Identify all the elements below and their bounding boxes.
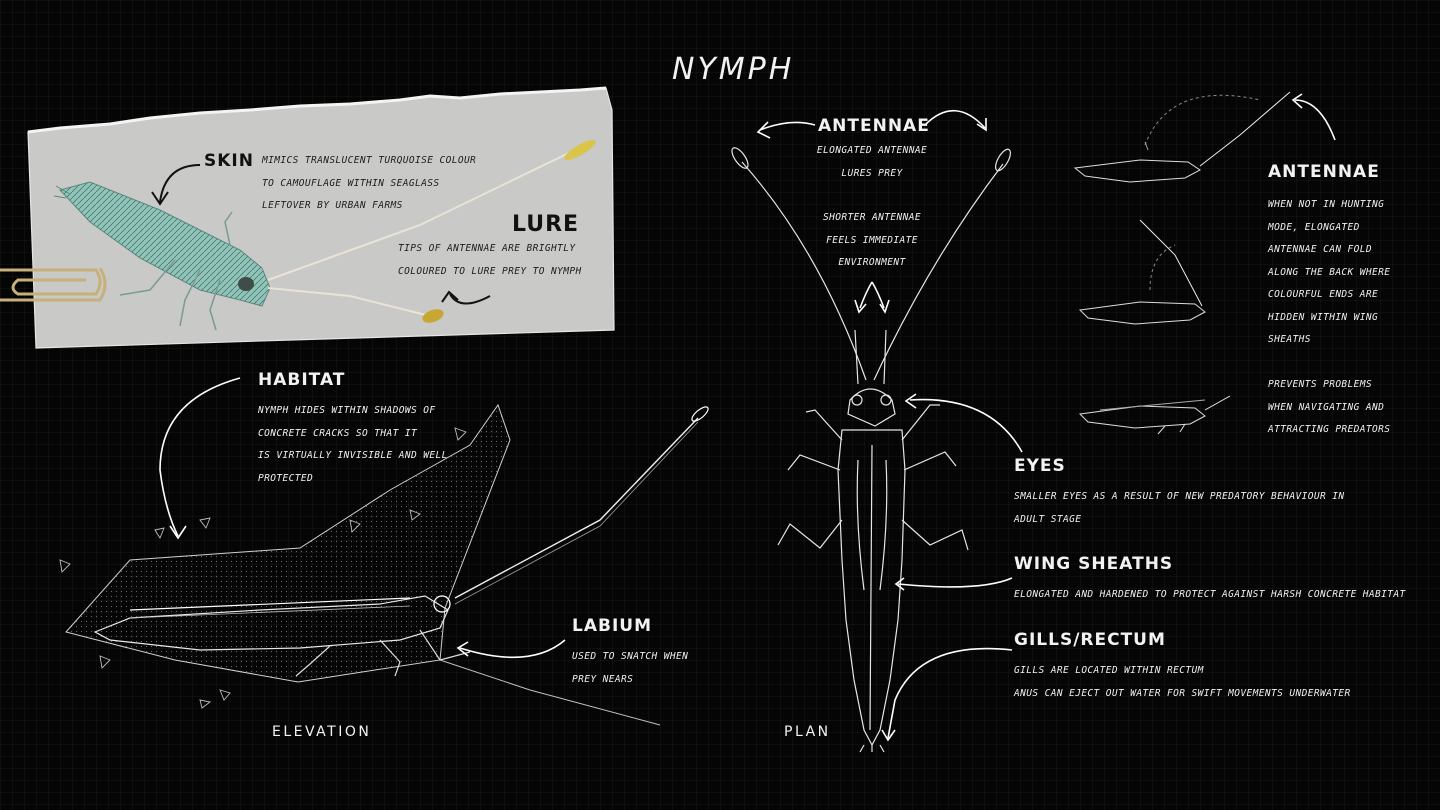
fold-line: ANTENNAE CAN FOLD [1268, 244, 1373, 255]
habitat-heading: HABITAT [258, 370, 346, 390]
antennae-arrow-left [760, 122, 815, 130]
labium-heading: LABIUM [572, 616, 652, 636]
gills-heading: GILLS/RECTUM [1014, 630, 1166, 650]
short-antennae-line: ENVIRONMENT [838, 257, 906, 268]
skin-heading: SKIN [204, 151, 254, 171]
labium-description [572, 646, 688, 691]
eyes-line: SMALLER EYES AS A RESULT OF NEW PREDATORY BEHAVIOUR IN [1014, 491, 1345, 502]
fold-line: MODE, ELONGATED [1268, 221, 1360, 233]
skin-line: TO CAMOUFLAGE WITHIN SEAGLASS [262, 177, 440, 189]
wing-sheaths-heading: WING SHEATHS [1014, 554, 1174, 574]
fold-arrow [1295, 100, 1335, 140]
fold-note-line: PREVENTS PROBLEMS [1268, 379, 1373, 390]
labium-arrow [460, 640, 565, 657]
gills-line: ANUS CAN EJECT OUT WATER FOR SWIFT MOVEMENTS UNDERWATER [1014, 687, 1351, 699]
lure-description [398, 238, 582, 283]
habitat-arrow [160, 378, 240, 536]
antennae-fold-note [1268, 374, 1390, 442]
wing-sheaths-arrow [898, 578, 1012, 587]
short-antennae-description [816, 207, 928, 275]
habitat-line: IS VIRTUALLY INVISIBLE AND WELL [258, 450, 448, 461]
antennae-line: ELONGATED ANTENNAE [816, 145, 928, 156]
labium-line: PREY NEARS [572, 673, 634, 685]
antennae-fold-heading: ANTENNAE [1268, 162, 1380, 182]
plan-label: PLAN [784, 724, 831, 740]
eyes-description [1014, 486, 1344, 531]
fold-line: COLOURFUL ENDS ARE [1268, 289, 1379, 300]
antennae-plan-heading: ANTENNAE [818, 116, 930, 136]
habitat-line: NYMPH HIDES WITHIN SHADOWS OF [258, 405, 436, 416]
short-antennae-line: SHORTER ANTENNAE [823, 212, 921, 223]
wing-sheaths-line: ELONGATED AND HARDENED TO PROTECT AGAINST HARSH CONCRETE HABITAT [1014, 589, 1406, 600]
fold-line: WHEN NOT IN HUNTING [1268, 199, 1385, 210]
eyes-arrow [910, 400, 1022, 452]
habitat-line: PROTECTED [258, 472, 314, 484]
fold-note-line: WHEN NAVIGATING AND [1268, 401, 1385, 413]
gills-description [1014, 660, 1351, 705]
labium-line: USED TO SNATCH WHEN [572, 651, 689, 662]
lure-heading: LURE [512, 212, 580, 237]
habitat-line: CONCRETE CRACKS SO THAT IT [258, 427, 418, 439]
short-antennae-line: FEELS IMMEDIATE [826, 234, 918, 246]
page-title: NYMPH [672, 52, 795, 87]
antennae-plan-description [812, 140, 932, 185]
skin-line: LEFTOVER BY URBAN FARMS [262, 200, 403, 211]
fold-line: HIDDEN WITHIN WING [1268, 311, 1379, 323]
antennae-line: LURES PREY [841, 167, 903, 179]
antennae-fold-description [1268, 194, 1390, 352]
elevation-label: ELEVATION [272, 724, 372, 740]
gills-arrow [888, 649, 1012, 738]
skin-line: MIMICS TRANSLUCENT TURQUOISE COLOUR [262, 155, 477, 166]
habitat-description [258, 400, 448, 490]
fold-note-line: ATTRACTING PREDATORS [1268, 424, 1391, 435]
fold-line: SHEATHS [1268, 334, 1311, 345]
eyes-heading: EYES [1014, 456, 1066, 476]
wing-sheaths-description [1014, 584, 1406, 607]
lure-line: COLOURED TO LURE PREY TO NYMPH [398, 265, 582, 277]
fold-line: ALONG THE BACK WHERE [1268, 266, 1391, 278]
gills-line: GILLS ARE LOCATED WITHIN RECTUM [1014, 665, 1204, 676]
lure-line: TIPS OF ANTENNAE ARE BRIGHTLY [398, 243, 576, 254]
antennae-arrow-right [925, 111, 985, 128]
skin-description [262, 150, 476, 218]
eyes-line: ADULT STAGE [1014, 513, 1082, 525]
